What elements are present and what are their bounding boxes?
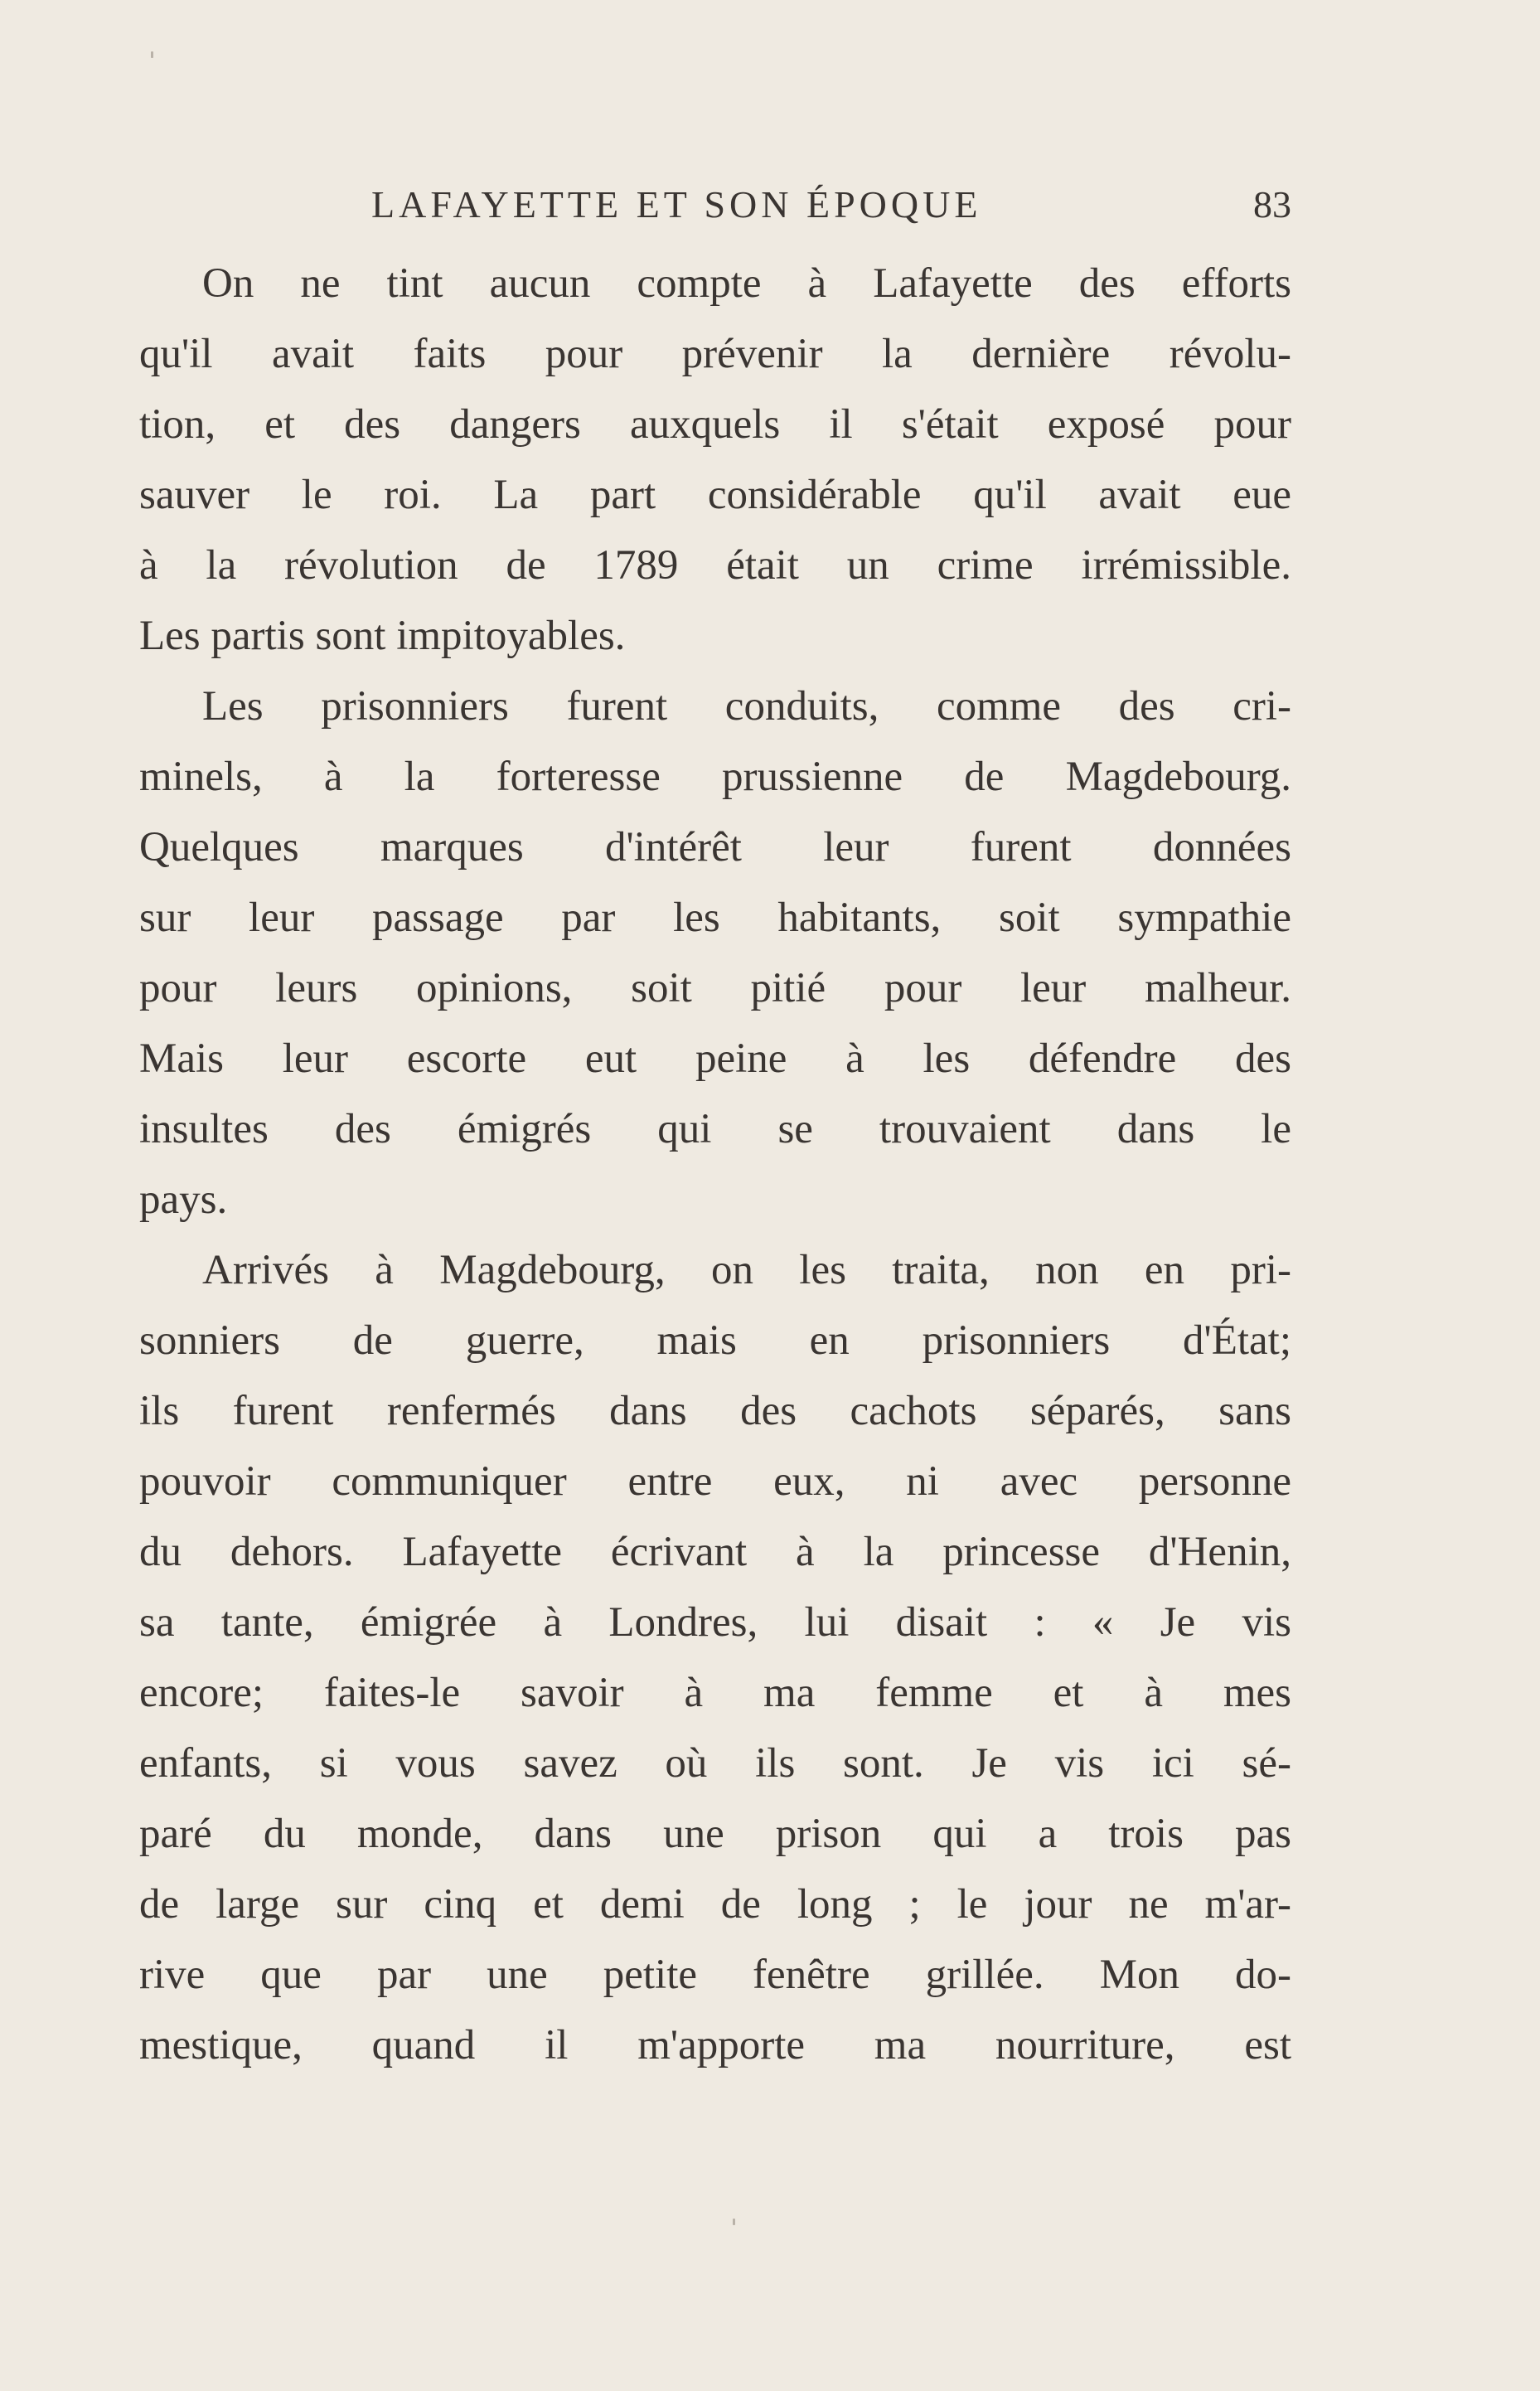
text-line: rive que par une petite fenêtre grillée. Mon do- (139, 1952, 1291, 1998)
text-line: sur leur passage par les habitants, soit sympathie (139, 895, 1291, 941)
paper-speck (733, 2219, 735, 2225)
text-line: minels, à la forteresse prussienne de Magdebourg. (139, 754, 1291, 800)
running-title: LAFAYETTE ET SON ÉPOQUE (371, 183, 982, 226)
text-line: Arrivés à Magdebourg, on les traita, non en pri- (202, 1247, 1291, 1293)
text-line: Mais leur escorte eut peine à les défendre des (139, 1035, 1291, 1082)
text-line: à la révolution de 1789 était un crime irrémissible. (139, 542, 1291, 589)
page-number: 83 (1253, 183, 1291, 226)
text-line: encore; faites-le savoir à ma femme et à mes (139, 1670, 1291, 1716)
text-line: paré du monde, dans une prison qui a trois pas (139, 1811, 1291, 1857)
text-line: tion, et des dangers auxquels il s'était exposé pour (139, 401, 1291, 448)
page-header (139, 182, 1291, 232)
text-line: de large sur cinq et demi de long ; le jour ne m'ar- (139, 1881, 1291, 1928)
text-line: qu'il avait faits pour prévenir la dernière révolu- (139, 331, 1291, 377)
text-line: On ne tint aucun compte à Lafayette des efforts (202, 260, 1291, 307)
text-line: mestique, quand il m'apporte ma nourriture, est (139, 2022, 1291, 2068)
text-line: insultes des émigrés qui se trouvaient dans le (139, 1106, 1291, 1152)
text-line: pays. (139, 1176, 228, 1223)
text-line: sonniers de guerre, mais en prisonniers d'État; (139, 1317, 1291, 1364)
paper-speck (151, 51, 153, 58)
text-line: pour leurs opinions, soit pitié pour leur malheur. (139, 965, 1291, 1011)
text-line: ils furent renfermés dans des cachots séparés, sans (139, 1388, 1291, 1434)
text-line: enfants, si vous savez où ils sont. Je vis ici sé- (139, 1740, 1291, 1787)
text-line: sauver le roi. La part considérable qu'il avait eue (139, 472, 1291, 518)
text-line: Les prisonniers furent conduits, comme des cri- (202, 683, 1291, 730)
text-line: pouvoir communiquer entre eux, ni avec personne (139, 1458, 1291, 1505)
text-line: Les partis sont impitoyables. (139, 613, 626, 659)
text-line: sa tante, émigrée à Londres, lui disait : « Je vis (139, 1599, 1291, 1646)
text-line: du dehors. Lafayette écrivant à la princesse d'Henin, (139, 1529, 1291, 1575)
text-line: Quelques marques d'intérêt leur furent données (139, 824, 1291, 871)
body-text (139, 249, 1291, 2081)
